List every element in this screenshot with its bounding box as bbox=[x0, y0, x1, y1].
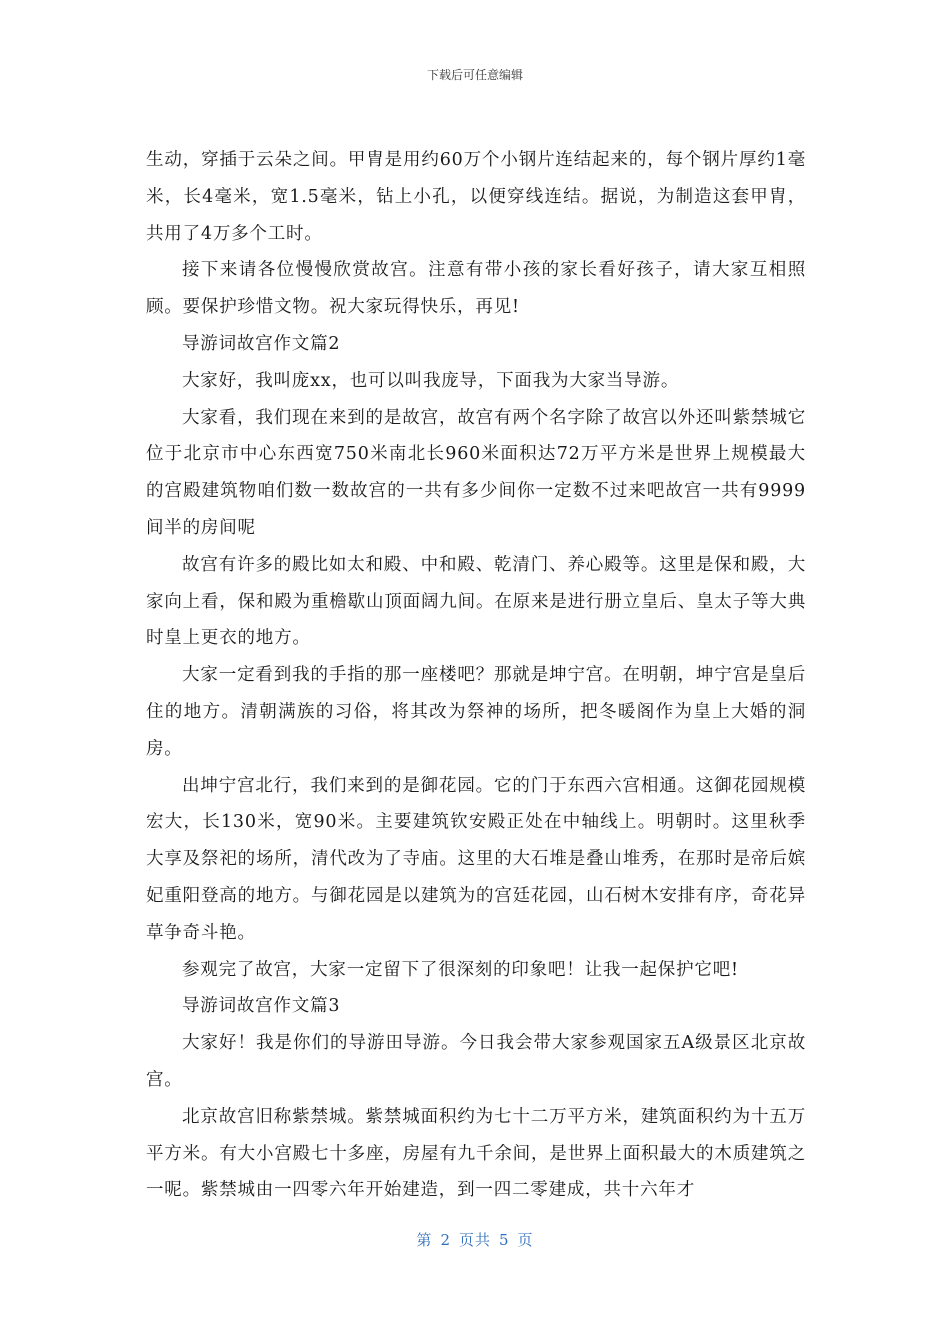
paragraph: 大家好，我叫庞xx，也可以叫我庞导，下面我为大家当导游。 bbox=[182, 370, 680, 391]
paragraph: 出坤宁宫北行，我们来到的是御花园。它的门于东西六宫相通。这御花园规模宏大，长130米，宽90米。主要建筑钦安殿正处在中轴线上。明朝时。这里秋季大享及祭祀的场所，清代改为了寺庙。这里的大石堆是叠山堆秀，在那时是帝后嫔妃重阳登高的地方。与御花园是以建筑为的宫廷花园，山石树木安排有序，奇花异草争奇斗艳。 bbox=[146, 775, 806, 943]
paragraph: 参观完了故宫，大家一定留下了很深刻的印象吧！让我一起保护它吧! bbox=[182, 959, 739, 980]
paragraph: 大家看，我们现在来到的是故宫，故宫有两个名字除了故宫以外还叫紫禁城它位于北京市中心东西宽750米南北长960米面积达72万平方米是世界上规模最大的宫殿建筑物咱们数一数故宫的一共有多少间你一定数不过来吧故宫一共有9999间半的房间呢 bbox=[146, 407, 806, 538]
paragraph: 北京故宫旧称紫禁城。紫禁城面积约为七十二万平方米，建筑面积约为十五万平方米。有大小宫殿七十多座，房屋有九千余间，是世界上面积最大的木质建筑之一呢。紫禁城由一四零六年开始建造，到一四二零建成，共十六年才 bbox=[146, 1106, 806, 1201]
section-heading: 导游词故宫作文篇2 bbox=[182, 333, 341, 354]
paragraph: 生动，穿插于云朵之间。甲胄是用约60万个小钢片连结起来的，每个钢片厚约1毫米，长4毫米，宽1.5毫米，钻上小孔，以便穿线连结。据说，为制造这套甲胄，共用了4万多个工时。 bbox=[146, 150, 806, 244]
paragraph: 大家好！我是你们的导游田导游。今日我会带大家参观国家五A级景区北京故宫。 bbox=[146, 1033, 806, 1090]
document-body bbox=[146, 142, 806, 1209]
current-page-number: 2 bbox=[440, 1231, 451, 1249]
page-suffix: 页 bbox=[517, 1231, 534, 1249]
section-heading: 导游词故宫作文篇3 bbox=[182, 996, 341, 1017]
total-label: 页共 bbox=[458, 1231, 491, 1249]
paragraph: 接下来请各位慢慢欣赏故宫。注意有带小孩的家长看好孩子，请大家互相照顾。要保护珍惜文物。祝大家玩得快乐，再见! bbox=[146, 260, 806, 318]
paragraph: 大家一定看到我的手指的那一座楼吧？那就是坤宁宫。在明朝，坤宁宫是皇后住的地方。清朝满族的习俗，将其改为祭神的场所，把冬暖阁作为皇上大婚的洞房。 bbox=[146, 665, 806, 759]
page-header: 下载后可任意编辑 bbox=[426, 68, 523, 82]
page-label: 第 bbox=[416, 1231, 433, 1249]
total-pages-number: 5 bbox=[499, 1231, 510, 1249]
page-footer bbox=[0, 1229, 950, 1250]
paragraph: 故宫有许多的殿比如太和殿、中和殿、乾清门、养心殿等。这里是保和殿，大家向上看，保和殿为重檐歇山顶面阔九间。在原来是进行册立皇后、皇太子等大典时皇上更衣的地方。 bbox=[146, 554, 806, 649]
